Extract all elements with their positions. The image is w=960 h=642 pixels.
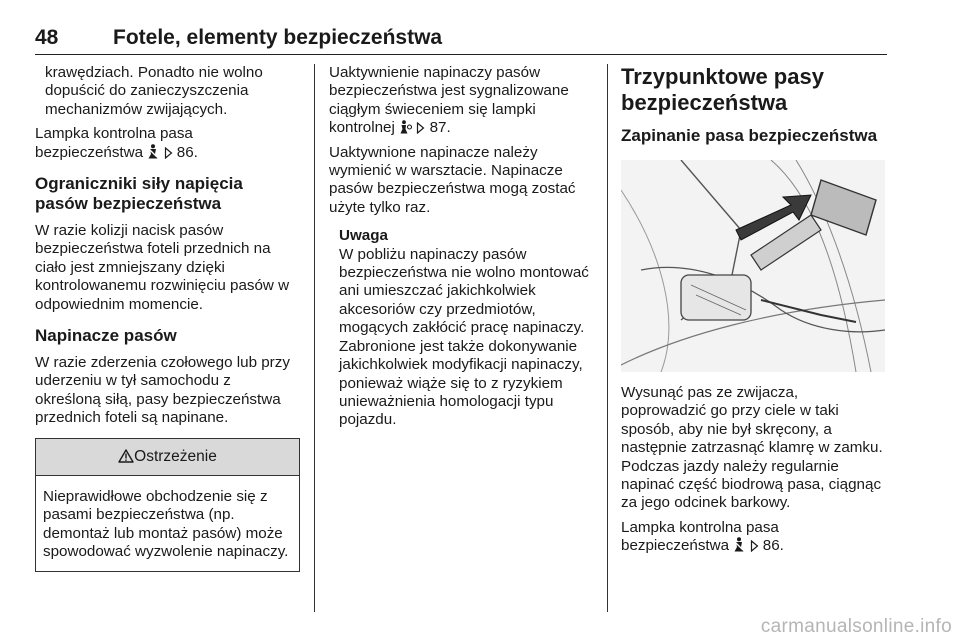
- watermark: carmanualsonline.info: [760, 616, 952, 637]
- warning-title: Ostrzeżenie: [134, 447, 217, 465]
- tensioners-text: W razie zderzenia czołowego lub przy uderzeniu w tył samochodu z określoną siłą, pasy bezpieczeństwa przednich foteli są napinane.: [35, 354, 290, 427]
- force-limiters-text: W razie kolizji nacisk pasów bezpieczeństwa foteli przednich na ciało jest zmniejszany dzięki kontrolowanemu rozwinięciu pasów w odpowiednim momencie.: [35, 222, 290, 313]
- page-number: 48: [35, 26, 59, 49]
- subheading-fastening-belt: Zapinanie pasa bezpieczeństwa: [621, 126, 878, 145]
- page-reference-icon: [750, 540, 759, 552]
- continued-bullet-text: krawędziach. Ponadto nie wolno dopuścić do zanieczyszczenia mechanizmów zwijających.: [45, 64, 263, 118]
- seatbelt-lamp-paragraph: Lampka kontrolna pasa bezpieczeństwa 86.: [35, 125, 198, 161]
- seatbelt-reminder-icon: [733, 537, 745, 552]
- warning-icon: [118, 449, 134, 463]
- note-text: W pobliżu napinaczy pasów bezpieczeństwa nie wolno montować ani umieszczać jakichkolwiek akcesoriów czy przedmiotów, mogących zakłócić pracę napinaczy. Zabronione jest także dokonywanie jakichkolwiek modyfikacji napinaczy, ponieważ wiąże się to z ryzykiem unieważnienia homologacji typu pojazdu.: [339, 245, 589, 429]
- heading-force-limiters: Ograniczniki siły napięcia pasów bezpieczeństwa: [35, 174, 243, 214]
- tensioner-activation-paragraph: Uaktywnienie napinaczy pasów bezpieczeństwa jest sygnalizowane ciągłym świeceniem się lampki kontrolnej 87.: [329, 64, 569, 137]
- fastening-instructions-text: Wysunąć pas ze zwijacza, poprowadzić go przy ciele w taki sposób, aby nie był skręcony, a następnie zatrzasnąć klamrę w zamku. Podczas jazdy należy regularnie napinać część biodrową pasa, ciągnąc za jego odcinek barkowy.: [621, 384, 883, 512]
- page-reference: 87.: [429, 119, 451, 137]
- page-reference-icon: [164, 147, 173, 159]
- tensioner-replacement-text: Uaktywnione napinacze należy wymienić w warsztacie. Napinacze pasów bezpieczeństwa mogą zostać użyte tylko raz.: [329, 143, 576, 216]
- warning-text: Nieprawidłowe obchodzenie się z pasami bezpieczeństwa (np. demontaż lub montaż pasów) może spowodować wyzwolenie napinaczy.: [43, 487, 289, 560]
- heading-three-point-belts: Trzypunktowe pasy bezpieczeństwa: [621, 64, 824, 115]
- seatbelt-lamp-paragraph: Lampka kontrolna pasa bezpieczeństwa 86.: [621, 518, 784, 555]
- warning-box: [35, 438, 300, 573]
- warning-header: [36, 439, 299, 476]
- column-divider: [607, 64, 608, 612]
- note-title: Uwaga: [339, 227, 388, 245]
- note-box: [329, 227, 594, 429]
- column-divider: [314, 64, 315, 612]
- page-reference: 86.: [762, 537, 784, 555]
- airbag-tensioner-icon: [399, 120, 412, 134]
- page-reference: 86.: [176, 143, 198, 161]
- column-3: [621, 64, 886, 556]
- seatbelt-reminder-icon: [147, 144, 159, 159]
- page-header-title: Fotele, elementy bezpieczeństwa: [113, 26, 443, 49]
- seatbelt-fastening-illustration: [621, 160, 885, 372]
- page-header: [35, 26, 887, 55]
- heading-tensioners: Napinacze pasów: [35, 326, 177, 346]
- column-1: [35, 64, 300, 572]
- column-2: [329, 64, 594, 430]
- page-reference-icon: [416, 122, 425, 134]
